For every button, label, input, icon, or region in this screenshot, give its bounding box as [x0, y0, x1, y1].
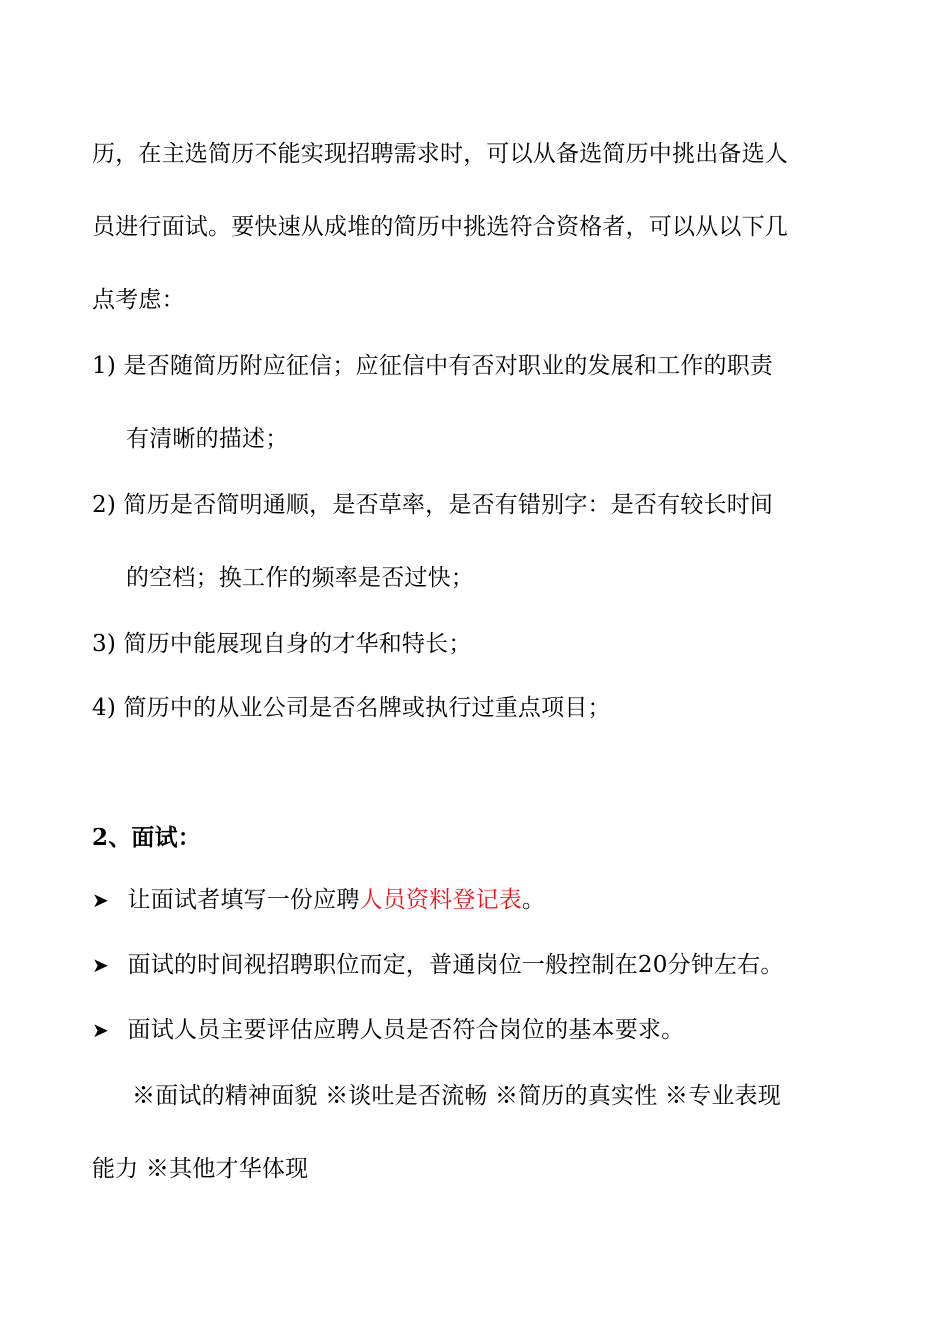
- criterion-3-text: 简历中能展现自身的才华和特长；: [123, 631, 472, 657]
- criterion-2-number: 2): [92, 492, 117, 518]
- criterion-1-text: 是否随简历附应征信；应征信中有否对职业的发展和工作的职责: [123, 353, 774, 379]
- arrowhead-bullet-icon: ➤: [92, 1018, 109, 1042]
- criterion-3-number: 3): [92, 631, 117, 657]
- criterion-1-number: 1): [92, 353, 117, 379]
- criterion-3: [92, 629, 862, 659]
- criterion-4: [92, 693, 862, 723]
- criterion-2-text: 简历是否简明通顺，是否草率，是否有错别字：是否有较长时间: [123, 492, 774, 518]
- registration-form-highlight: 人员资料登记表: [359, 887, 522, 913]
- arrowhead-bullet-icon: ➤: [92, 888, 109, 912]
- criterion-1-line-2: 有清晰的描述；: [126, 426, 289, 452]
- bullet-2-text: 面试的时间视招聘职位而定，普通岗位一般控制在20分钟左右。: [127, 952, 784, 978]
- bullet-1-text-after: 。: [521, 887, 546, 913]
- arrowhead-bullet-icon: ➤: [92, 953, 109, 977]
- criterion-4-text: 简历中的从业公司是否名牌或执行过重点项目；: [123, 695, 611, 721]
- criterion-4-number: 4): [92, 695, 117, 721]
- intro-line-1: 历，在主选简历不能实现招聘需求时，可以从备选简历中挑出备选人: [92, 141, 788, 167]
- bullet-1-text-before: 让面试者填写一份应聘: [127, 887, 360, 913]
- criterion-1-line-1: [92, 351, 862, 381]
- intro-line-3: 点考虑：: [92, 287, 185, 313]
- evaluation-line-2: 能力 ※其他才华体现: [92, 1156, 309, 1182]
- bullet-3-text: 面试人员主要评估应聘人员是否符合岗位的基本要求。: [127, 1017, 685, 1043]
- criterion-2-line-2: 的空档；换工作的频率是否过快；: [126, 565, 474, 591]
- bullet-1: [92, 885, 862, 915]
- bullet-3: [92, 1015, 862, 1045]
- bullet-2: [92, 950, 862, 980]
- evaluation-line-1: ※面试的精神面貌 ※谈吐是否流畅 ※简历的真实性 ※专业表现: [132, 1083, 781, 1109]
- intro-line-2: 员进行面试。要快速从成堆的简历中挑选符合资格者，可以从以下几: [92, 214, 788, 240]
- criterion-2-line-1: [92, 490, 862, 520]
- section-2-title: 2、面试：: [92, 824, 202, 851]
